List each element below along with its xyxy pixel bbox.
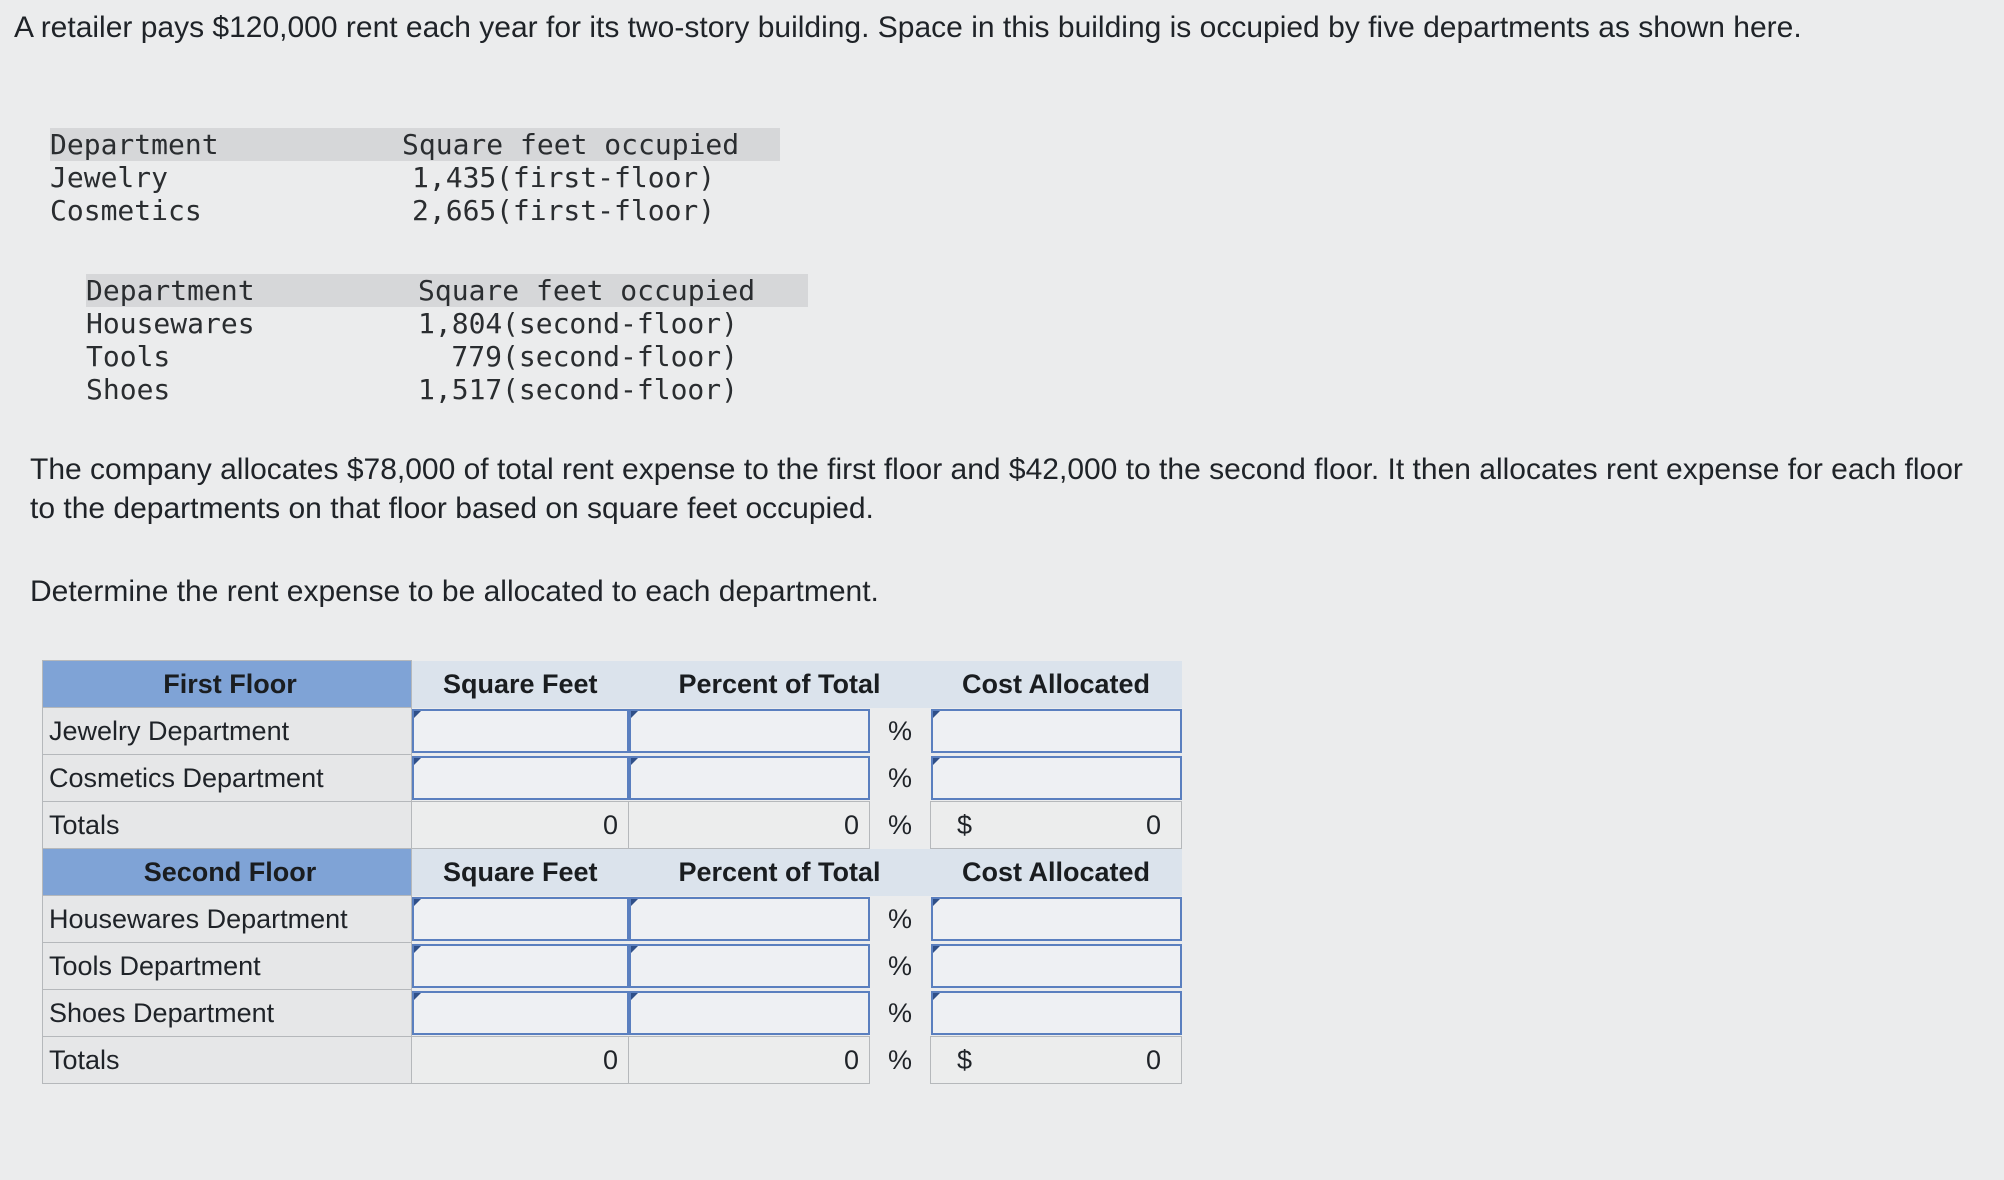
first-floor-totals-row: [43, 802, 1182, 849]
col-percent-of-total: Percent of Total: [629, 661, 931, 708]
col-square-feet: Square Feet: [412, 661, 629, 708]
header-square-feet: Square feet occupied: [418, 274, 756, 307]
second-floor-header-row: [43, 849, 1182, 896]
totals-label: Totals: [43, 1037, 412, 1084]
total-sqft: 0: [412, 1037, 629, 1084]
jewelry-sqft-input[interactable]: [412, 709, 629, 753]
floor-label: (first-floor): [496, 194, 716, 227]
header-department: Department: [86, 274, 255, 307]
col-cost-allocated: Cost Allocated: [931, 661, 1182, 708]
dept-name: Housewares: [86, 307, 255, 340]
housewares-sqft-input[interactable]: [412, 897, 629, 941]
table-row: [50, 161, 780, 194]
percent-sign: %: [887, 715, 912, 746]
second-floor-sqft-table: [86, 274, 808, 406]
jewelry-percent-input[interactable]: [629, 709, 870, 753]
sqft-value: 2,665: [412, 194, 497, 227]
intro-text: A retailer pays $120,000 rent each year for its two-story building. Space in this building is occupied by five departments as shown here.: [14, 11, 1802, 44]
header-department: Department: [50, 128, 219, 161]
table-row: [43, 943, 1182, 990]
percent-sign: %: [887, 809, 912, 840]
floor-label: (second-floor): [502, 340, 739, 373]
second-floor-totals-row: [43, 1037, 1182, 1084]
dept-name: Shoes: [86, 373, 171, 406]
header-square-feet: Square feet occupied: [402, 128, 740, 161]
question-text: Determine the rent expense to be allocated to each department.: [30, 575, 879, 608]
cosmetics-percent-input[interactable]: [629, 756, 870, 800]
housewares-percent-input[interactable]: [629, 897, 870, 941]
shoes-cost-input[interactable]: [931, 991, 1182, 1035]
total-cost: 0: [1145, 809, 1161, 840]
table-row: [86, 340, 808, 373]
col-square-feet: Square Feet: [412, 849, 629, 896]
floor-label: (second-floor): [502, 373, 739, 406]
tools-cost-input[interactable]: [931, 944, 1182, 988]
table-row: [43, 990, 1182, 1037]
jewelry-cost-input[interactable]: [931, 709, 1182, 753]
row-label-jewelry: Jewelry Department: [43, 708, 412, 755]
percent-sign: %: [887, 997, 912, 1028]
row-label-housewares: Housewares Department: [43, 896, 412, 943]
table-row: [43, 708, 1182, 755]
dept-name: Tools: [86, 340, 171, 373]
cosmetics-cost-input[interactable]: [931, 756, 1182, 800]
percent-sign: %: [887, 950, 912, 981]
tools-sqft-input[interactable]: [412, 944, 629, 988]
sqft-value: 1,435: [412, 161, 497, 194]
table-row: [50, 194, 780, 227]
first-floor-header-row: [43, 661, 1182, 708]
table-row: [43, 755, 1182, 802]
dollar-sign: $: [957, 1044, 973, 1075]
table-row: [86, 307, 808, 340]
col-percent-of-total: Percent of Total: [629, 849, 931, 896]
tools-percent-input[interactable]: [629, 944, 870, 988]
row-label-cosmetics: Cosmetics Department: [43, 755, 412, 802]
shoes-percent-input[interactable]: [629, 991, 870, 1035]
percent-sign: %: [887, 762, 912, 793]
dollar-sign: $: [957, 809, 973, 840]
table-row: [43, 896, 1182, 943]
row-label-tools: Tools Department: [43, 943, 412, 990]
table-header: [50, 128, 780, 161]
dept-name: Jewelry: [50, 161, 169, 194]
total-percent: 0: [629, 1037, 870, 1084]
sqft-value: 1,804: [418, 307, 503, 340]
dept-name: Cosmetics: [50, 194, 202, 227]
col-cost-allocated: Cost Allocated: [931, 849, 1182, 896]
first-floor-title: First Floor: [43, 661, 412, 708]
totals-label: Totals: [43, 802, 412, 849]
rent-allocation-grid: [42, 660, 1182, 1084]
total-sqft: 0: [412, 802, 629, 849]
percent-sign: %: [887, 1044, 912, 1075]
row-label-shoes: Shoes Department: [43, 990, 412, 1037]
total-percent: 0: [629, 802, 870, 849]
sqft-value: 1,517: [418, 373, 503, 406]
allocation-text: The company allocates $78,000 of total rent expense to the first floor and $42,000 to the second floor. It then allocates rent expense for each floor to the departments on that floor based on square feet occupied.: [30, 453, 1963, 525]
shoes-sqft-input[interactable]: [412, 991, 629, 1035]
floor-label: (second-floor): [502, 307, 739, 340]
floor-label: (first-floor): [496, 161, 716, 194]
sqft-value: 779: [451, 340, 502, 373]
table-row: [86, 373, 808, 406]
housewares-cost-input[interactable]: [931, 897, 1182, 941]
second-floor-title: Second Floor: [43, 849, 412, 896]
first-floor-sqft-table: [50, 128, 780, 227]
cosmetics-sqft-input[interactable]: [412, 756, 629, 800]
total-cost: 0: [1145, 1044, 1161, 1075]
percent-sign: %: [887, 903, 912, 934]
table-header: [86, 274, 808, 307]
